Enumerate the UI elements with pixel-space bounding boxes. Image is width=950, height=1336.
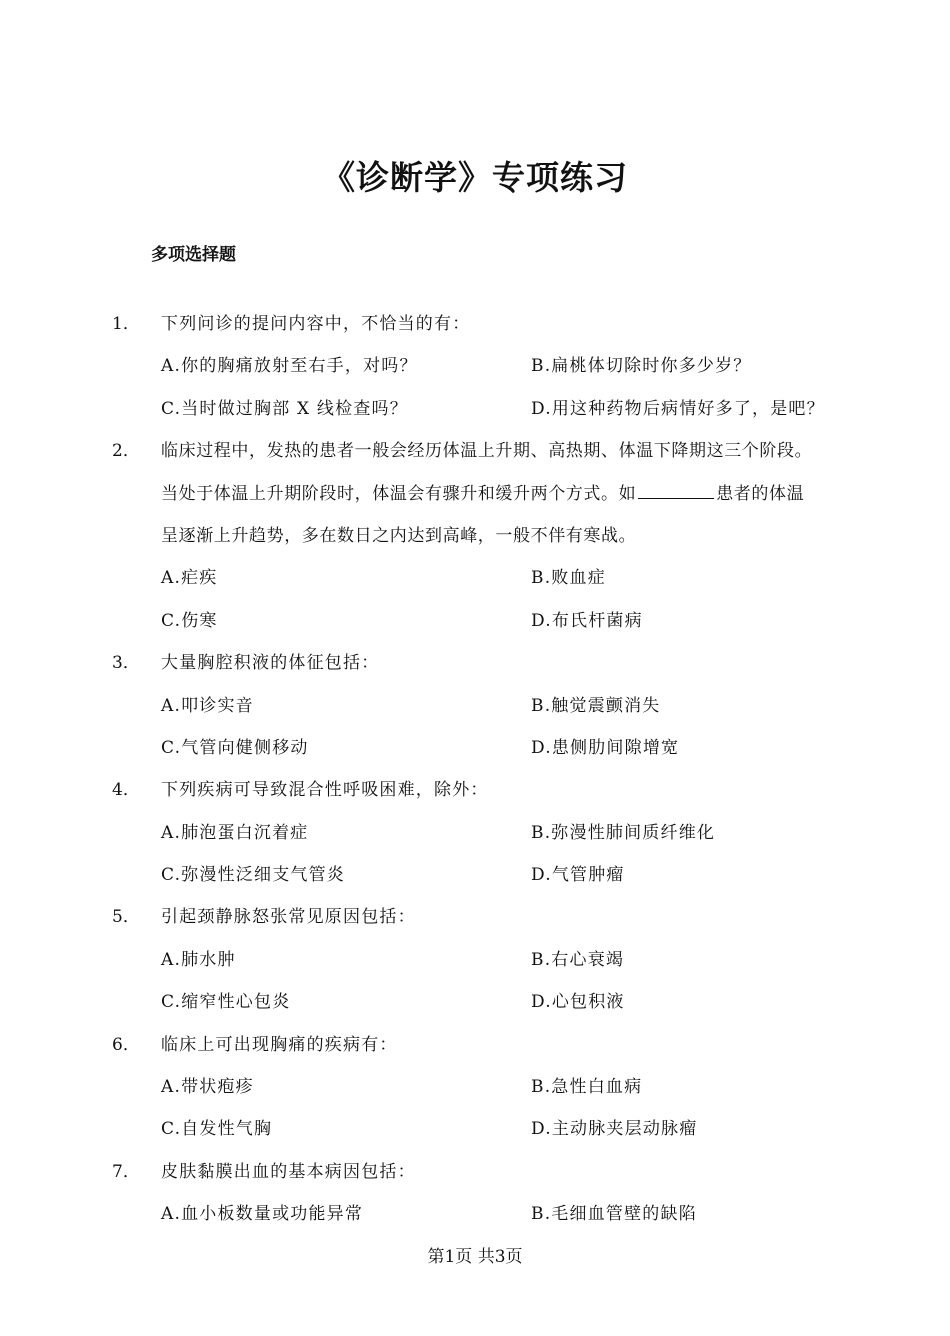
question-text: 下列疾病可导致混合性呼吸困难，除外： <box>161 780 489 801</box>
question-text: 引起颈静脉怒张常见原因包括： <box>161 907 416 928</box>
option-row <box>0 557 950 599</box>
option-a: A.血小板数量或功能异常 <box>161 1204 364 1225</box>
section-heading: 多项选择题 <box>151 245 236 265</box>
question-number: 5． <box>112 907 140 928</box>
question-4 <box>0 769 950 811</box>
option-row <box>0 1193 950 1235</box>
fill-in-blank <box>638 476 714 499</box>
option-a: A.带状疱疹 <box>161 1077 254 1098</box>
question-6 <box>0 1024 950 1066</box>
option-b: B.毛细血管壁的缺陷 <box>531 1204 697 1225</box>
option-row <box>0 388 950 430</box>
question-2-line-3 <box>0 515 950 557</box>
option-row <box>0 727 950 769</box>
option-b: B.扁桃体切除时你多少岁？ <box>531 356 752 377</box>
question-number: 2． <box>112 441 140 462</box>
question-text: 大量胸腔积液的体征包括： <box>161 653 380 674</box>
question-5 <box>0 896 950 938</box>
question-1 <box>0 303 950 345</box>
option-a: A.肺泡蛋白沉着症 <box>161 822 309 843</box>
question-7 <box>0 1151 950 1193</box>
question-text-line-1: 临床过程中，发热的患者一般会经历体温上升期、高热期、体温下降期这三个阶段。 <box>161 441 813 462</box>
option-d: D.患侧肋间隙增宽 <box>531 737 680 758</box>
option-row <box>0 854 950 896</box>
option-row <box>0 812 950 854</box>
text-after-blank: 患者的体温 <box>716 483 805 504</box>
option-row <box>0 345 950 387</box>
option-row <box>0 939 950 981</box>
option-d: D.心包积液 <box>531 992 625 1013</box>
question-number: 4． <box>112 780 140 801</box>
option-c: C.气管向健侧移动 <box>161 737 309 758</box>
option-d: D.气管肿瘤 <box>531 865 625 886</box>
option-d: D.布氏杆菌病 <box>531 610 643 631</box>
question-text: 皮肤黏膜出血的基本病因包括： <box>161 1161 416 1182</box>
text-before-blank: 当处于体温上升期阶段时，体温会有骤升和缓升两个方式。如 <box>161 483 637 504</box>
option-row <box>0 981 950 1023</box>
option-c: C.缩窄性心包炎 <box>161 992 291 1013</box>
option-b: B.败血症 <box>531 568 606 589</box>
question-text-line-2 <box>161 473 804 515</box>
page-title: 《诊断学》专项练习 <box>322 158 628 197</box>
question-text: 临床上可出现胸痛的疾病有： <box>161 1034 398 1055</box>
option-a: A.疟疾 <box>161 568 218 589</box>
option-d: D.用这种药物后病情好多了，是吧？ <box>531 398 825 419</box>
question-number: 3． <box>112 653 140 674</box>
option-row <box>0 1108 950 1150</box>
option-a: A.肺水肿 <box>161 949 236 970</box>
option-b: B.右心衰竭 <box>531 949 625 970</box>
option-c: C.弥漫性泛细支气管炎 <box>161 865 346 886</box>
option-b: B.弥漫性肺间质纤维化 <box>531 822 716 843</box>
option-b: B.触觉震颤消失 <box>531 695 661 716</box>
question-number: 7． <box>112 1161 140 1182</box>
question-2-line-2 <box>0 473 950 515</box>
option-row <box>0 600 950 642</box>
question-number: 6． <box>112 1034 140 1055</box>
question-text: 下列问诊的提问内容中，不恰当的有： <box>161 314 471 334</box>
option-d: D.主动脉夹层动脉瘤 <box>531 1119 698 1140</box>
question-text-line-3: 呈逐渐上升趋势，多在数日之内达到高峰，一般不伴有寒战。 <box>161 525 637 546</box>
question-2 <box>0 430 950 472</box>
option-c: C.自发性气胸 <box>161 1119 273 1140</box>
option-b: B.急性白血病 <box>531 1077 643 1098</box>
question-number: 1． <box>112 314 140 334</box>
option-c: C.当时做过胸部 X 线检查吗？ <box>161 398 408 419</box>
option-row <box>0 1066 950 1108</box>
page-footer: 第1页 共3页 <box>427 1247 523 1267</box>
option-row <box>0 685 950 727</box>
question-list <box>0 303 950 1236</box>
option-c: C.伤寒 <box>161 610 218 631</box>
question-3 <box>0 642 950 684</box>
option-a: A.你的胸痛放射至右手，对吗？ <box>161 356 418 377</box>
option-a: A.叩诊实音 <box>161 695 254 716</box>
